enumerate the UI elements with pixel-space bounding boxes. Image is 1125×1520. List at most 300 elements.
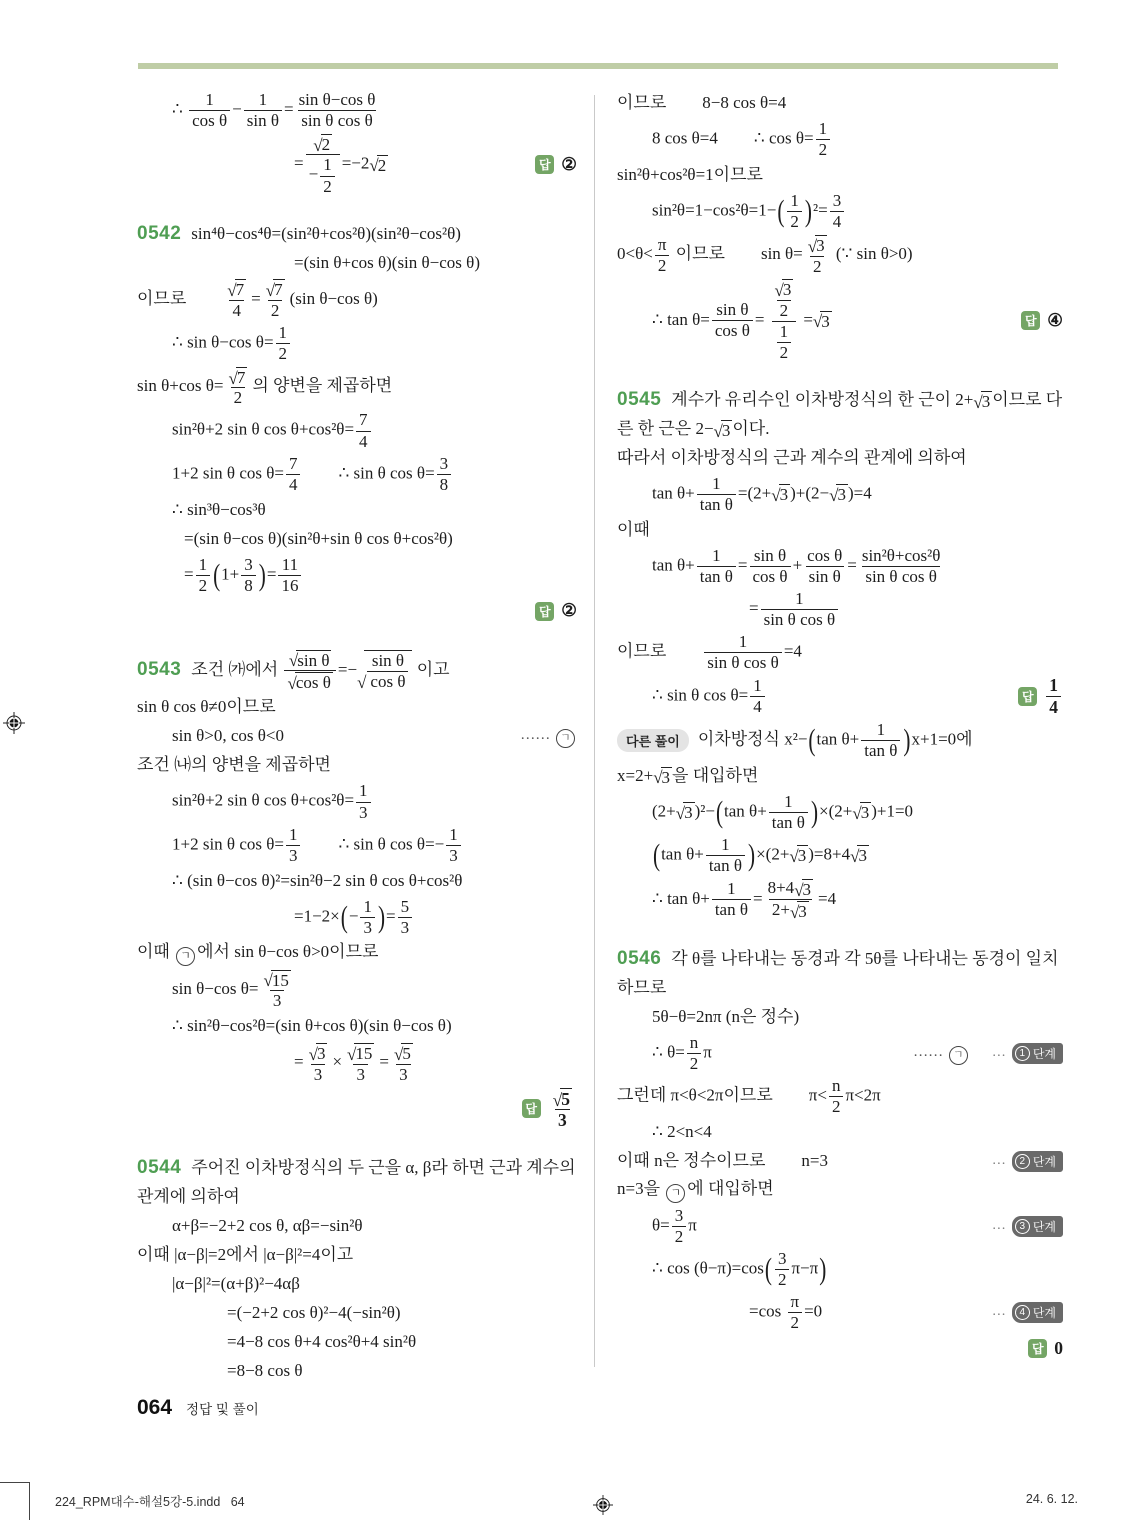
paren-content: 1+ $\frac{3}{8}$ <box>221 555 258 596</box>
fraction-numerator <box>286 649 335 670</box>
fraction <box>687 1033 702 1074</box>
step-label: 단계 <box>1032 1046 1056 1061</box>
solution-line <box>137 649 577 693</box>
line-content: 조건 ㈏의 양변을 제곱하면 <box>137 755 331 775</box>
line-content: 다른 풀이 이차방정식 x²− ( tan θ+ $\frac{1}{\text{tan θ}}$ ) x+1=0에 <box>617 720 973 761</box>
fraction-denominator: 3 <box>396 1064 411 1085</box>
line-content: 0542 sin⁴θ−cos⁴θ=(sin²θ+cos²θ)(sin²θ−cos²θ) <box>137 222 461 244</box>
fraction-numerator: 1 <box>721 834 730 854</box>
fraction-denominator: 2 <box>687 1053 702 1074</box>
solution-line <box>617 946 1063 973</box>
solution-line <box>617 878 1063 922</box>
solution-line <box>617 835 1063 876</box>
paren-content: tan θ+ $\frac{1}{\text{tan θ}}$ <box>724 792 810 833</box>
line-content: sin²θ+2 sin θ cos θ+cos²θ= $\frac{7}{4}$ <box>137 410 373 451</box>
open-paren: ( <box>777 193 785 229</box>
page-footer-title: 정답 및 풀이 <box>186 1402 259 1417</box>
fraction-denominator: cos θ <box>750 566 791 587</box>
fraction-numerator: sin²θ+cos²θ <box>861 546 941 566</box>
line-content: ∴ cos (θ−π)=cos ( $\frac{3}{2}$ π−π ) <box>652 1249 827 1290</box>
fraction <box>761 589 839 630</box>
radical <box>973 391 992 412</box>
fraction <box>775 1249 790 1290</box>
fraction <box>829 1076 844 1117</box>
answer <box>535 153 577 177</box>
radical <box>771 484 790 505</box>
answer-badge: 답 <box>535 155 554 174</box>
fraction-numerator: sin θ <box>371 650 405 670</box>
radical-sign: √ <box>789 902 800 922</box>
big-parentheses <box>807 720 911 761</box>
solution-line <box>617 90 1063 117</box>
answer-badge: 답 <box>535 602 554 621</box>
fraction-numerator <box>224 279 249 300</box>
circled-reference: ㄱ <box>949 1046 968 1065</box>
answer-value: ② <box>561 600 577 621</box>
crop-mark <box>0 1482 30 1520</box>
fraction-numerator: 1 <box>1049 675 1058 696</box>
fraction-numerator <box>225 366 250 387</box>
line-content: 1+2 sin θ cos θ= $\frac{1}{3}$ ∴ sin θ cos θ=− $\frac{1}{3}$ <box>137 825 463 866</box>
fraction-numerator: 1 <box>818 119 828 138</box>
step-number: 2 <box>1015 1154 1030 1169</box>
solution-line <box>137 1042 577 1084</box>
radical-body: 3 <box>782 280 792 300</box>
fraction <box>861 720 900 761</box>
solution-block <box>137 90 577 197</box>
answer <box>535 599 577 623</box>
reference-mark: …… ㄱ <box>520 725 577 748</box>
line-content: sin²θ=1−cos²θ=1− ( $\frac{1}{2}$ ) ²= $\frac{3}{4}$ <box>617 191 846 232</box>
fraction-numerator: 1 <box>795 589 804 609</box>
step-indicator <box>992 1043 1063 1064</box>
big-parentheses <box>776 191 813 232</box>
fraction <box>225 366 250 408</box>
answer-value: ④ <box>1047 310 1063 331</box>
radical <box>714 420 733 441</box>
solution-line <box>617 474 1063 515</box>
fraction-numerator: 1 <box>790 191 799 211</box>
solution-line <box>617 546 1063 587</box>
solution-line <box>137 1358 577 1385</box>
solution-line <box>617 1249 1063 1290</box>
radical-body: 5 <box>561 1088 570 1109</box>
fraction-denominator: sin θ cos θ <box>298 110 376 131</box>
fraction-denominator: 3 <box>311 1064 326 1085</box>
page-footer <box>137 1396 259 1420</box>
close-paren: ) <box>810 794 819 829</box>
radical-sign: √ <box>653 768 663 788</box>
step-number: 3 <box>1015 1219 1030 1234</box>
fraction-numerator: n <box>831 1075 841 1095</box>
fraction-numerator: 1 <box>198 554 208 574</box>
solution-line <box>617 1076 1063 1117</box>
radical-body: 7 <box>274 280 283 300</box>
solution-line <box>137 1242 577 1269</box>
fraction-numerator: 11 <box>281 554 299 574</box>
fraction-numerator: sin θ <box>716 300 749 320</box>
radical <box>313 134 332 155</box>
solution-line <box>137 323 577 364</box>
line-content: tan θ+ $\frac{1}{\text{tan θ}}$ =(2+ √ 3 )+(2− √ 3 )=4 <box>652 474 872 515</box>
line-content: ∴ $\frac{1}{\text{cos θ}}$ − $\frac{1}{\text{sin θ}}$ = $\frac{\text{sin θ−cos θ}}{\text{sin θ cos θ}}$ <box>137 90 380 131</box>
close-paren: ) <box>748 837 756 872</box>
line-content: =8−8 cos θ <box>227 1360 303 1380</box>
radical <box>850 845 869 866</box>
fraction-denominator <box>772 321 797 363</box>
fraction-numerator: 3 <box>244 554 253 574</box>
ellipsis-dots: … <box>991 1304 1006 1320</box>
paren-content <box>785 191 804 232</box>
fraction <box>224 279 249 321</box>
solution-line <box>137 1213 577 1240</box>
open-paren: ( <box>213 556 221 592</box>
line-content: tan θ+ $\frac{1}{\text{tan θ}}$ = $\frac{\text{sin θ}}{\text{cos θ}}$ + $\frac{\text{cos θ}}{\text{sin θ}}$ = $\frac{\text{sin²θ+cos²θ}}{\text{sin θ cos θ}}$ <box>617 546 945 587</box>
fraction <box>344 1042 377 1084</box>
fraction-denominator: sin θ <box>806 566 844 587</box>
step-badge <box>1012 1151 1063 1172</box>
solution-line <box>137 868 577 895</box>
fraction-denominator: 3 <box>555 1109 570 1131</box>
fraction <box>704 632 782 673</box>
step-number: 1 <box>1015 1046 1030 1061</box>
fraction-numerator: 3 <box>777 1249 787 1269</box>
line-content: sin θ>0, cos θ<0 <box>172 726 284 746</box>
solution-line <box>137 694 577 721</box>
fraction-numerator: 1 <box>359 781 368 801</box>
fraction-numerator: n <box>689 1032 699 1052</box>
solution-line <box>617 1177 1063 1204</box>
radical <box>228 367 247 388</box>
fraction-numerator: 1 <box>712 474 721 494</box>
fraction <box>712 300 753 341</box>
fraction <box>771 279 796 321</box>
line-content: 하므로 <box>617 977 667 997</box>
radical-body: 3 <box>821 311 830 331</box>
fraction <box>284 649 335 693</box>
fraction <box>278 555 301 596</box>
answer <box>522 1087 577 1131</box>
solution-line <box>137 454 577 495</box>
fraction <box>787 191 802 232</box>
solution-line <box>137 825 577 866</box>
fraction-numerator: π <box>657 234 667 254</box>
fraction <box>750 676 765 717</box>
fraction-denominator: 4 <box>1046 696 1061 718</box>
radical-sign: √ <box>357 672 367 692</box>
line-content: sin θ cos θ≠0이므로 <box>137 697 276 717</box>
fraction <box>830 191 845 232</box>
solution-line <box>137 940 577 967</box>
step-label: 단계 <box>1032 1306 1056 1321</box>
radical <box>394 1043 413 1064</box>
fraction <box>697 474 736 515</box>
radical-body: 2 <box>321 134 331 154</box>
fraction-denominator: 4 <box>286 474 301 495</box>
radical-sign: √ <box>774 281 784 301</box>
fraction-numerator: 1 <box>738 632 748 652</box>
fraction <box>712 879 751 920</box>
problem-number: 0546 <box>617 947 662 969</box>
radical-sign: √ <box>852 803 862 823</box>
fraction-denominator: 2 <box>672 1226 687 1247</box>
line-content: sin θ−cos θ= √ 15 3 <box>137 969 296 1011</box>
solution-line <box>617 1206 1063 1247</box>
fraction <box>276 323 291 364</box>
radical-body: sin θ <box>297 650 330 670</box>
fraction-numerator: 1 <box>712 546 721 566</box>
line-content: ∴ sin θ cos θ= $\frac{1}{4}$ <box>617 676 767 717</box>
fraction-denominator: 3 <box>270 990 285 1011</box>
fraction-numerator <box>260 969 293 990</box>
fraction-denominator: 4 <box>830 211 845 232</box>
fraction-denominator: 3 <box>446 845 461 866</box>
fraction-numerator: cos θ <box>807 546 843 566</box>
solution-line <box>137 279 577 321</box>
fraction <box>260 969 293 1011</box>
radical-sign: √ <box>369 156 379 176</box>
fraction <box>367 651 408 692</box>
open-paren: ( <box>340 898 348 934</box>
fraction <box>750 546 791 587</box>
solution-line <box>617 1119 1063 1146</box>
fraction <box>766 279 801 364</box>
radical-body: 2 <box>377 155 387 175</box>
step-indicator <box>992 1302 1063 1323</box>
radical-sign: √ <box>812 312 823 332</box>
line-content: = √ 2 − $\frac{1}{2}$ =−2 √ 2 <box>294 134 387 196</box>
solution-line <box>617 1148 1063 1175</box>
fraction-denominator: tan θ <box>769 812 808 833</box>
line-content: |α−β|²=(α+β)²−4αβ <box>172 1273 300 1293</box>
fraction-denominator: 2 <box>788 1312 803 1333</box>
problem-number: 0543 <box>137 658 182 680</box>
big-parentheses <box>340 897 386 938</box>
line-content: = √ 3 3 × √ 15 3 = √ 5 3 <box>137 1042 418 1084</box>
fraction-numerator: 1 <box>205 90 214 109</box>
radical-sign: √ <box>713 421 723 441</box>
radical-body: 3 <box>797 846 807 866</box>
fraction-denominator: 4 <box>229 300 244 321</box>
fraction-numerator: 1 <box>258 90 268 109</box>
line-content: ∴ tan θ+ $\frac{1}{\text{tan θ}}$ = 8+4 √ 3 2+ √ 3 =4 <box>652 878 837 922</box>
answer-badge: 답 <box>1028 1339 1047 1358</box>
radical-body: 3 <box>661 767 671 787</box>
solution-line <box>137 526 577 553</box>
solution-line <box>137 1155 577 1182</box>
radical <box>808 235 827 256</box>
solution-line <box>137 1329 577 1356</box>
solution-line <box>617 119 1063 160</box>
line-content: =(sin θ−cos θ)(sin²θ+sin θ cos θ+cos²θ) <box>184 528 453 548</box>
fraction-numerator <box>263 279 288 300</box>
column-divider <box>594 95 595 1367</box>
big-parentheses <box>212 555 267 596</box>
fraction-numerator <box>306 1042 331 1063</box>
solution-line <box>617 720 1063 761</box>
solution-block <box>617 90 1063 363</box>
fraction-denominator: 2 <box>810 256 825 277</box>
fraction-denominator: 2 <box>320 176 335 197</box>
fraction <box>672 1206 687 1247</box>
solution-line <box>617 416 1063 443</box>
step-label: 단계 <box>1032 1154 1056 1169</box>
fraction <box>437 454 452 495</box>
radical-sign: √ <box>313 135 323 155</box>
solution-line <box>617 632 1063 673</box>
solution-line <box>137 250 577 277</box>
line-content: α+β=−2+2 cos θ, αβ=−sin²θ <box>172 1215 363 1235</box>
solution-line <box>617 191 1063 232</box>
fraction-denominator: tan θ <box>712 899 751 920</box>
solution-line <box>137 598 577 625</box>
solution-line <box>617 387 1063 414</box>
print-date: 24. 6. 12. <box>1025 1492 1078 1506</box>
solution-line <box>617 162 1063 189</box>
radical <box>794 879 813 900</box>
fraction-denominator: cos θ <box>712 320 753 341</box>
fraction-numerator <box>391 1042 416 1063</box>
right-column <box>617 88 1063 1386</box>
solution-block-0544 <box>137 1155 577 1385</box>
line-content: 이므로 8−8 cos θ=4 <box>617 93 787 113</box>
radical <box>263 970 290 991</box>
fraction <box>360 897 375 938</box>
solution-line <box>137 1271 577 1298</box>
radical-body: 7 <box>236 367 246 387</box>
fraction-denominator: 8 <box>241 575 256 596</box>
radical <box>790 901 809 922</box>
open-paren: ( <box>715 794 724 829</box>
radical-body: 3 <box>798 902 807 922</box>
fraction <box>196 555 211 596</box>
solution-line <box>137 497 577 524</box>
circled-reference: ㄱ <box>556 729 575 748</box>
radical-sign: √ <box>227 281 237 301</box>
radical <box>357 650 412 692</box>
circled-reference: ㄱ <box>666 1184 685 1203</box>
fraction <box>788 1292 803 1333</box>
fraction <box>765 878 816 922</box>
radical-body: 3 <box>858 846 867 866</box>
radical-sign: √ <box>789 846 799 866</box>
radical <box>789 845 808 866</box>
fraction-numerator: 5 <box>400 896 410 916</box>
fraction-denominator: 3 <box>286 845 301 866</box>
fraction-denominator: 2 <box>777 300 792 321</box>
radical-body: 3 <box>316 1043 326 1063</box>
fraction-numerator: 3 <box>832 191 842 211</box>
radical <box>653 767 672 788</box>
radical-body: 3 <box>721 420 731 440</box>
fraction-denominator: tan θ <box>697 494 736 515</box>
fraction-denominator: 2 <box>816 139 831 160</box>
radical-sign: √ <box>771 486 781 506</box>
fraction-denominator: cos θ <box>189 110 230 131</box>
fraction <box>244 90 282 131</box>
radical <box>227 279 246 300</box>
line-content: 이때 <box>617 520 650 540</box>
paren-content: tan θ+ $\frac{1}{\text{tan θ}}$ <box>661 835 747 876</box>
line-content: sin²θ+cos²θ=1이므로 <box>617 165 763 185</box>
radical-body: 15 <box>355 1043 373 1063</box>
line-content: =cos $\frac{\pi}{2}$ =0 <box>749 1292 823 1333</box>
open-paren: ( <box>653 837 661 872</box>
fraction <box>769 792 808 833</box>
line-content: 이므로 √ 7 4 = √ 7 2 (sin θ−cos θ) <box>137 280 378 320</box>
solution-line <box>617 279 1063 364</box>
fraction-numerator: 1 <box>779 322 789 341</box>
fraction-denominator: tan θ <box>861 740 900 761</box>
radical <box>774 279 793 300</box>
step-label: 단계 <box>1032 1219 1056 1234</box>
fraction-denominator: 8 <box>437 474 452 495</box>
fraction <box>356 410 371 451</box>
answer <box>1018 675 1063 717</box>
radical-sign: √ <box>308 1044 318 1064</box>
fraction-numerator: 1 <box>753 676 762 696</box>
radical-sign: √ <box>973 392 983 412</box>
radical-body: 3 <box>816 236 825 255</box>
radical-body: 3 <box>684 803 693 823</box>
ellipsis-dots: … <box>991 1044 1006 1060</box>
fraction-numerator: 1 <box>876 719 886 739</box>
line-content: 1+2 sin θ cos θ= $\frac{7}{4}$ ∴ sin θ cos θ= $\frac{3}{8}$ <box>137 454 453 495</box>
solution-line <box>137 723 577 750</box>
fraction-denominator: 4 <box>356 431 371 452</box>
open-paren: ( <box>808 721 816 757</box>
fraction-denominator: 2 <box>787 211 802 232</box>
answer-badge: 답 <box>522 1099 541 1118</box>
fraction <box>306 1042 331 1084</box>
answer-value: 0 <box>1054 1337 1063 1358</box>
line-content: 0<θ< $\frac{\pi}{2}$ 이므로 sin θ= √ 3 2 (∵ sin θ>0) <box>617 234 913 276</box>
line-content: =(sin θ+cos θ)(sin θ−cos θ) <box>294 252 480 272</box>
radical-body: 3 <box>802 879 812 899</box>
solution-line <box>137 410 577 451</box>
solution-line <box>617 1292 1063 1333</box>
fraction <box>398 897 413 938</box>
radical-body: 3 <box>860 803 870 823</box>
radical <box>829 484 848 505</box>
solution-line <box>617 234 1063 276</box>
line-content: 5θ−θ=2nπ (n은 정수) <box>652 1006 800 1026</box>
answer-value <box>1044 675 1063 717</box>
fraction-numerator <box>766 279 801 321</box>
step-badge <box>1012 1043 1063 1064</box>
radical-sign: √ <box>263 971 273 991</box>
solution-line <box>137 90 577 131</box>
fraction-numerator: 1 <box>288 824 298 844</box>
step-indicator <box>992 1151 1063 1172</box>
line-content: ∴ (sin θ−cos θ)²=sin²θ−2 sin θ cos θ+cos²θ <box>172 870 463 890</box>
radical-sign: √ <box>287 673 297 693</box>
big-parentheses <box>715 792 819 833</box>
close-paren: ) <box>804 193 812 229</box>
line-content: =1−2× ( − $\frac{1}{3}$ ) = $\frac{5}{3}$ <box>137 897 414 938</box>
fraction-numerator: 3 <box>439 453 449 473</box>
fraction-denominator: 4 <box>750 696 765 717</box>
fraction-numerator: 8+4 √ 3 <box>767 878 812 900</box>
registration-mark-center <box>593 1495 613 1515</box>
solution-line <box>617 1335 1063 1362</box>
fraction <box>777 322 792 363</box>
fraction <box>816 119 831 160</box>
radical-sign: √ <box>393 1044 404 1064</box>
registration-mark-left <box>3 712 25 734</box>
big-parentheses <box>652 835 756 876</box>
fraction-numerator <box>310 133 335 154</box>
